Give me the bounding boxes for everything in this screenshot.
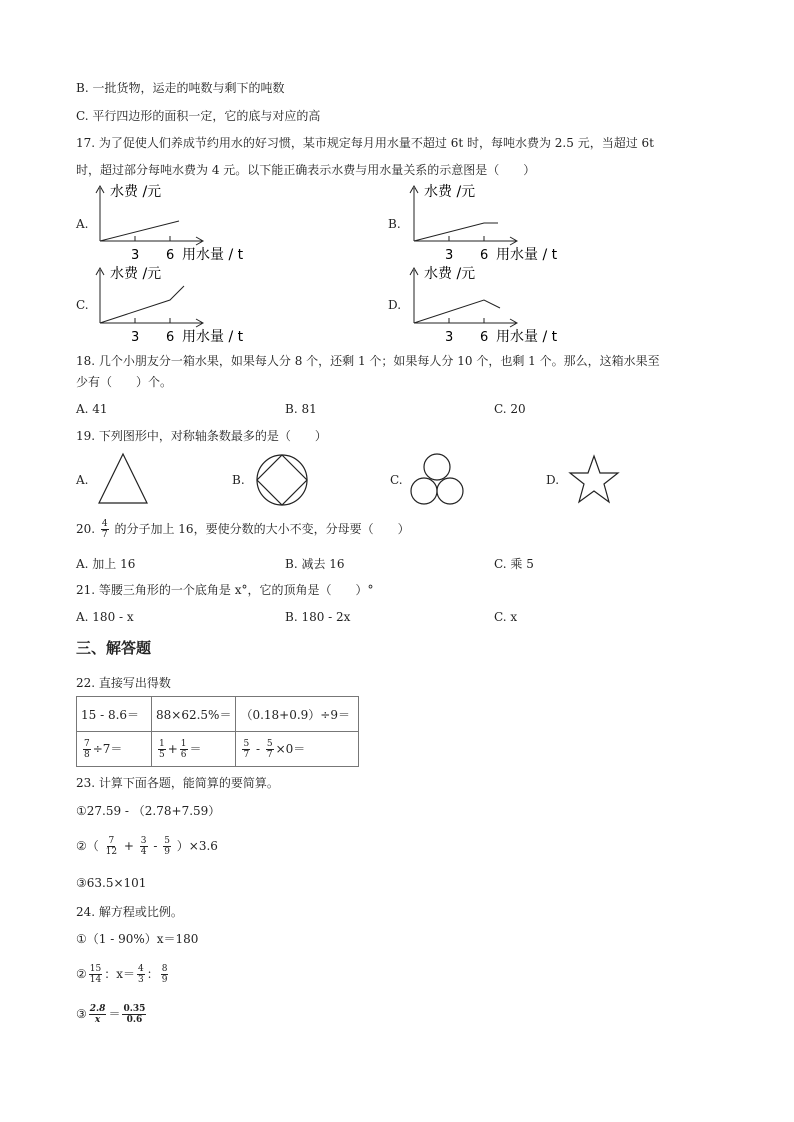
- circle-square-icon: [254, 452, 310, 508]
- graph-a-tick-6: 6: [166, 248, 175, 262]
- q17-graph-a: [92, 180, 262, 262]
- q17-option-d-label: D.: [388, 298, 402, 312]
- section-heading: 三、解答题: [76, 639, 152, 657]
- q23-part-1: ①27.59 - （2.78+7.59）: [76, 804, 221, 818]
- graph-a-xlabel: 用水量 / t: [182, 247, 244, 262]
- q17-graph-c: [92, 262, 262, 344]
- q19-stem: 19. 下列图形中，对称轴条数最多的是（ ）: [76, 429, 327, 443]
- q19-option-a: A.: [76, 473, 89, 487]
- q17-option-b-label: B.: [388, 217, 401, 231]
- three-circles-icon: [408, 452, 466, 508]
- graph-b-xlabel: 用水量 / t: [496, 247, 558, 262]
- q22-cell-3: （0.18+0.9）÷9＝: [236, 697, 359, 732]
- q16-option-b: B. 一批货物，运走的吨数与剩下的吨数: [76, 81, 285, 95]
- q18-option-c: C. 20: [494, 402, 526, 416]
- graph-a-tick-3: 3: [131, 248, 140, 262]
- graph-d-tick-6: 6: [480, 330, 489, 344]
- triangle-icon: [96, 452, 150, 506]
- q18-option-a: A. 41: [76, 402, 108, 416]
- q19-option-c: C.: [390, 473, 403, 487]
- q22-cell-2: 88×62.5%＝: [152, 697, 236, 732]
- graph-c-ylabel: 水费 /元: [110, 266, 162, 282]
- q24-part-2: ② $\frac{15}{14}$ ：x＝ $\frac{4}{3}$ ： $\frac{8}{9}$: [76, 964, 168, 985]
- q18-stem-line2: 少有（ ）个。: [76, 375, 173, 389]
- star-icon: [567, 454, 621, 506]
- q21-option-a: A. 180 - x: [76, 610, 134, 624]
- q17-option-a-label: A.: [76, 217, 89, 231]
- q19-option-b: B.: [232, 473, 245, 487]
- q23-stem: 23. 计算下面各题，能简算的要简算。: [76, 776, 279, 790]
- q20-stem-text: 的分子加上 16，要使分数的大小不变，分母要（ ）: [114, 522, 410, 536]
- q16-option-c: C. 平行四边形的面积一定，它的底与对应的高: [76, 109, 321, 123]
- q22-cell-5: $\frac{1}{5}$ + $\frac{1}{6}$ ＝: [152, 732, 236, 767]
- graph-b-ylabel: 水费 /元: [424, 184, 476, 200]
- q21-option-c: C. x: [494, 610, 518, 624]
- q22-cell-1: 15 - 8.6＝: [77, 697, 152, 732]
- graph-c-tick-6: 6: [166, 330, 175, 344]
- q19-option-d: D.: [546, 473, 560, 487]
- q23-part-3: ③63.5×101: [76, 876, 147, 890]
- q23-part-2: ②（ $\frac{7}{12}$ + $\frac{3}{4}$ - $\frac{5}{9}$ ）×3.6: [76, 836, 218, 857]
- q17-stem-line2: 时，超过部分每吨水费为 4 元。以下能正确表示水费与用水量关系的示意图是（ ）: [76, 163, 536, 177]
- graph-a-ylabel: 水费 /元: [110, 184, 162, 200]
- graph-b-tick-3: 3: [445, 248, 454, 262]
- q20-number: 20.: [76, 522, 96, 536]
- graph-d-ylabel: 水费 /元: [424, 266, 476, 282]
- q22-stem: 22. 直接写出得数: [76, 676, 171, 690]
- q17-graph-b: [406, 180, 576, 262]
- graph-d-tick-3: 3: [445, 330, 454, 344]
- q17-option-c-label: C.: [76, 298, 89, 312]
- graph-c-xlabel: 用水量 / t: [182, 329, 244, 344]
- graph-c-tick-3: 3: [131, 330, 140, 344]
- q22-cell-4: $\frac{7}{8}$ ÷7＝: [77, 732, 152, 767]
- q20-fraction: $\frac{4}{7}$: [101, 519, 108, 540]
- q24-stem: 24. 解方程或比例。: [76, 905, 183, 919]
- graph-d-xlabel: 用水量 / t: [496, 329, 558, 344]
- q18-stem-line1: 18. 几个小朋友分一箱水果，如果每人分 8 个，还剩 1 个；如果每人分 10 个，也剩 1 个。那么，这箱水果至: [76, 354, 660, 368]
- q20-stem: [76, 518, 410, 540]
- q21-stem: 21. 等腰三角形的一个底角是 x°，它的顶角是（ ）°: [76, 583, 374, 597]
- q18-option-b: B. 81: [285, 402, 317, 416]
- q21-option-b: B. 180 - 2x: [285, 610, 351, 624]
- q20-option-b: B. 减去 16: [285, 557, 345, 571]
- graph-b-tick-6: 6: [480, 248, 489, 262]
- q20-option-a: A. 加上 16: [76, 557, 136, 571]
- q17-graph-d: [406, 262, 576, 344]
- q22-table: [76, 696, 359, 767]
- q24-part-1: ①（1 - 90%）x＝180: [76, 932, 199, 946]
- q17-stem-line1: 17. 为了促使人们养成节约用水的好习惯，某市规定每月用水量不超过 6t 时，每吨水费为 2.5 元，当超过 6t: [76, 136, 654, 150]
- q24-part-3: ③ $\frac{2.8}{x}$ ＝ $\frac{0.35}{0.6}$: [76, 1004, 146, 1025]
- q20-option-c: C. 乘 5: [494, 557, 534, 571]
- q22-cell-6: $\frac{5}{7}$ - $\frac{5}{7}$ ×0＝: [236, 732, 359, 767]
